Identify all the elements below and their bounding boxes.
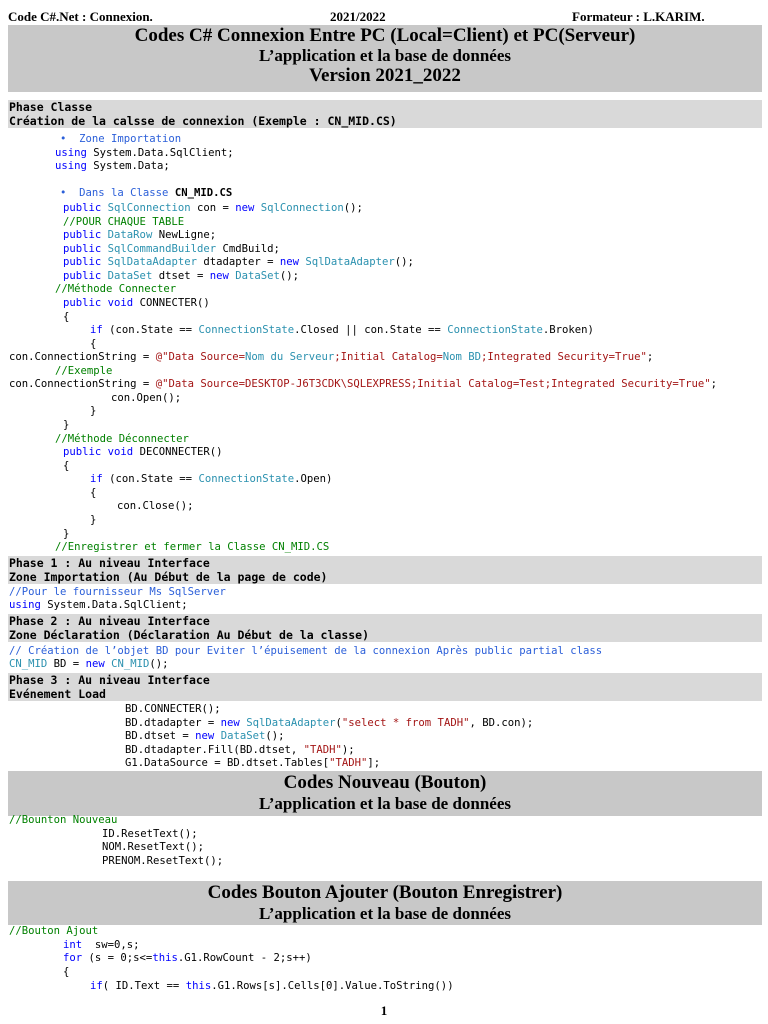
code-comment: //Pour le fournisseur Ms SqlServer (9, 586, 226, 598)
section-subtitle: Zone Importation (Au Début de la page de code) (9, 570, 328, 584)
section-title: Phase 1 : Au niveau Interface (9, 556, 210, 570)
code-comment: // Création de l’objet BD pour Eviter l’épuisement de la connexion Après public partial class (9, 645, 603, 657)
code-line: using System.Data.SqlClient; (55, 147, 234, 159)
code-line: } (90, 514, 97, 526)
section-phase-1 (8, 556, 762, 584)
code-line: BD.dtset = new DataSet(); (125, 730, 285, 742)
code-line: } (63, 419, 70, 431)
main-title: Codes C# Connexion Entre PC (Local=Client) et PC(Serveur) (134, 25, 636, 46)
section-subtitle: Création de la calsse de connexion (Exemple : CN_MID.CS) (9, 114, 397, 128)
code-line: public void DECONNECTER() (63, 446, 223, 458)
section-subtitle: Zone Déclaration (Déclaration Au Début de la classe) (9, 628, 370, 642)
code-comment: //Bounton Nouveau (9, 814, 118, 826)
nouveau-title: Codes Nouveau (Bouton) (283, 772, 487, 793)
code-line: PRENOM.ResetText(); (102, 855, 224, 867)
code-line: public SqlDataAdapter dtadapter = new SqlDataAdapter(); (63, 256, 414, 268)
header-right: Formateur : L.KARIM. (572, 9, 705, 24)
code-line: using System.Data; (55, 160, 170, 172)
section-phase-2 (8, 614, 762, 642)
code-line: ID.ResetText(); (102, 828, 198, 840)
code-line: public DataSet dtset = new DataSet(); (63, 270, 300, 282)
main-version: Version 2021_2022 (309, 65, 461, 86)
code-line: if( ID.Text == this.G1.Rows[s].Cells[0].Value.ToString()) (90, 980, 454, 992)
code-line: { (63, 966, 70, 978)
page-number: 1 (380, 1003, 388, 1018)
code-comment: //Bouton Ajout (9, 925, 99, 937)
code-line: con.ConnectionString = @"Data Source=DESKTOP-J6T3CDK\SQLEXPRESS;Initial Catalog=Test;Integrated Security=True"; (9, 378, 717, 390)
ajouter-title-box (8, 881, 762, 925)
ajouter-title: Codes Bouton Ajouter (Bouton Enregistrer) (207, 882, 563, 903)
main-title-box (8, 25, 762, 92)
code-line: public DataRow NewLigne; (63, 229, 217, 241)
code-line: BD.CONNECTER(); (125, 703, 221, 715)
code-line: G1.DataSource = BD.dtset.Tables["TADH"]; (125, 757, 381, 769)
code-line: if (con.State == ConnectionState.Open) (90, 473, 333, 485)
code-comment: //Enregistrer et fermer la Classe CN_MID.CS (55, 541, 330, 553)
header-year: 2021/2022 (330, 9, 386, 24)
code-line: int sw=0,s; (63, 939, 140, 951)
main-subtitle: L’application et la base de données (258, 46, 512, 65)
code-line: BD.dtadapter = new SqlDataAdapter("select * from TADH", BD.con); (125, 717, 534, 729)
code-line: con.Close(); (117, 500, 194, 512)
bullet-zone-importation: • Zone Importation (60, 133, 182, 145)
code-line: { (63, 311, 70, 323)
header-left: Code C#.Net : Connexion. (8, 9, 153, 24)
code-line: public SqlConnection con = new SqlConnection(); (63, 202, 363, 214)
code-line: } (63, 528, 70, 540)
code-comment: //Méthode Déconnecter (55, 433, 189, 445)
code-line: public void CONNECTER() (63, 297, 210, 309)
section-phase-3 (8, 673, 762, 701)
section-title: Phase 2 : Au niveau Interface (9, 614, 210, 628)
section-subtitle: Evénement Load (9, 687, 106, 701)
nouveau-title-box (8, 771, 762, 816)
section-phase-classe (8, 100, 762, 128)
code-line: using System.Data.SqlClient; (9, 599, 188, 611)
code-line: BD.dtadapter.Fill(BD.dtset, "TADH"); (125, 744, 355, 756)
code-line: if (con.State == ConnectionState.Closed || con.State == ConnectionState.Broken) (90, 324, 594, 336)
code-line: con.Open(); (111, 392, 182, 404)
code-comment: //Méthode Connecter (55, 283, 177, 295)
nouveau-subtitle: L’application et la base de données (258, 794, 512, 813)
section-title: Phase 3 : Au niveau Interface (9, 673, 210, 687)
code-line: for (s = 0;s<=this.G1.RowCount - 2;s++) (63, 952, 312, 964)
code-comment: //POUR CHAQUE TABLE (63, 216, 185, 228)
code-comment: //Exemple (55, 365, 113, 377)
code-line: { (90, 487, 97, 499)
code-line: con.ConnectionString = @"Data Source=Nom du Serveur;Initial Catalog=Nom BD;Integrated Security=True"; (9, 351, 654, 363)
ajouter-subtitle: L’application et la base de données (258, 904, 512, 923)
code-line: } (90, 405, 97, 417)
code-line: { (63, 460, 70, 472)
code-line: NOM.ResetText(); (102, 841, 205, 853)
section-title: Phase Classe (9, 100, 93, 114)
code-line: public SqlCommandBuilder CmdBuild; (63, 243, 280, 255)
bullet-dans-classe: • Dans la Classe CN_MID.CS (60, 187, 233, 199)
code-line: { (90, 338, 97, 350)
code-line: CN_MID BD = new CN_MID(); (9, 658, 169, 670)
